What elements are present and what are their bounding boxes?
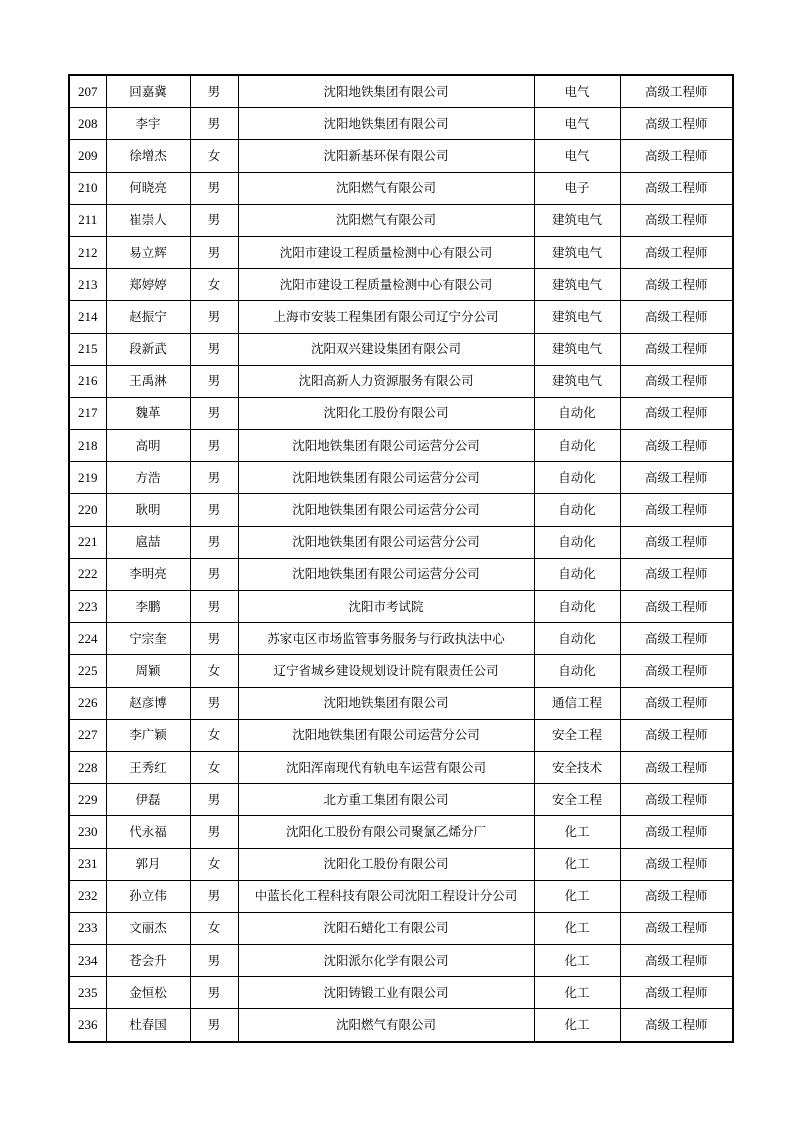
name-cell: 郑婷婷 [106,269,190,301]
table-row [69,751,733,783]
title-cell: 高级工程师 [620,494,733,526]
serial-number-cell: 234 [69,945,106,977]
gender-cell: 女 [190,751,238,783]
serial-number-cell: 220 [69,494,106,526]
title-cell: 高级工程师 [620,462,733,494]
serial-number-cell: 223 [69,591,106,623]
table-row [69,140,733,172]
name-cell: 李明亮 [106,558,190,590]
table-row [69,623,733,655]
title-cell: 高级工程师 [620,655,733,687]
gender-cell: 男 [190,430,238,462]
serial-number-cell: 217 [69,397,106,429]
serial-number-cell: 208 [69,108,106,140]
serial-number-cell: 232 [69,880,106,912]
specialty-cell: 建筑电气 [534,269,620,301]
specialty-cell: 建筑电气 [534,301,620,333]
table-row [69,462,733,494]
table-row [69,269,733,301]
gender-cell: 女 [190,848,238,880]
name-cell: 易立辉 [106,236,190,268]
specialty-cell: 建筑电气 [534,236,620,268]
specialty-cell: 化工 [534,945,620,977]
title-cell: 高级工程师 [620,269,733,301]
title-cell: 高级工程师 [620,816,733,848]
name-cell: 孙立伟 [106,880,190,912]
gender-cell: 男 [190,623,238,655]
table-row [69,558,733,590]
gender-cell: 女 [190,140,238,172]
serial-number-cell: 225 [69,655,106,687]
specialty-cell: 自动化 [534,494,620,526]
table-row [69,687,733,719]
gender-cell: 男 [190,494,238,526]
gender-cell: 男 [190,591,238,623]
name-cell: 王禹淋 [106,365,190,397]
company-cell: 沈阳燃气有限公司 [238,1009,534,1042]
serial-number-cell: 216 [69,365,106,397]
title-cell: 高级工程师 [620,880,733,912]
serial-number-cell: 224 [69,623,106,655]
name-cell: 代永福 [106,816,190,848]
specialty-cell: 化工 [534,1009,620,1042]
gender-cell: 男 [190,558,238,590]
title-cell: 高级工程师 [620,945,733,977]
title-cell: 高级工程师 [620,140,733,172]
company-cell: 沈阳地铁集团有限公司运营分公司 [238,430,534,462]
gender-cell: 女 [190,719,238,751]
serial-number-cell: 212 [69,236,106,268]
title-cell: 高级工程师 [620,365,733,397]
name-cell: 崔崇人 [106,204,190,236]
table-row [69,945,733,977]
specialty-cell: 建筑电气 [534,365,620,397]
name-cell: 魏革 [106,397,190,429]
company-cell: 沈阳化工股份有限公司 [238,848,534,880]
table-row [69,526,733,558]
company-cell: 沈阳化工股份有限公司聚氯乙烯分厂 [238,816,534,848]
title-cell: 高级工程师 [620,751,733,783]
company-cell: 中蓝长化工程科技有限公司沈阳工程设计分公司 [238,880,534,912]
title-cell: 高级工程师 [620,977,733,1009]
company-cell: 沈阳燃气有限公司 [238,204,534,236]
table-row [69,719,733,751]
company-cell: 沈阳派尔化学有限公司 [238,945,534,977]
specialty-cell: 自动化 [534,526,620,558]
serial-number-cell: 227 [69,719,106,751]
specialty-cell: 化工 [534,977,620,1009]
specialty-cell: 安全工程 [534,719,620,751]
company-cell: 沈阳地铁集团有限公司运营分公司 [238,526,534,558]
serial-number-cell: 222 [69,558,106,590]
table-row [69,75,733,108]
gender-cell: 男 [190,784,238,816]
name-cell: 徐增杰 [106,140,190,172]
specialty-cell: 自动化 [534,655,620,687]
gender-cell: 女 [190,269,238,301]
specialty-cell: 化工 [534,880,620,912]
serial-number-cell: 211 [69,204,106,236]
company-cell: 沈阳新基环保有限公司 [238,140,534,172]
specialty-cell: 电子 [534,172,620,204]
table-row [69,816,733,848]
specialty-cell: 安全工程 [534,784,620,816]
title-cell: 高级工程师 [620,591,733,623]
gender-cell: 男 [190,172,238,204]
title-cell: 高级工程师 [620,719,733,751]
name-cell: 段新武 [106,333,190,365]
title-cell: 高级工程师 [620,172,733,204]
name-cell: 苍会升 [106,945,190,977]
table-row [69,494,733,526]
name-cell: 李宇 [106,108,190,140]
name-cell: 郭月 [106,848,190,880]
table-row [69,848,733,880]
specialty-cell: 自动化 [534,558,620,590]
serial-number-cell: 235 [69,977,106,1009]
gender-cell: 男 [190,880,238,912]
title-cell: 高级工程师 [620,236,733,268]
table-row [69,655,733,687]
company-cell: 沈阳地铁集团有限公司运营分公司 [238,462,534,494]
gender-cell: 男 [190,333,238,365]
gender-cell: 女 [190,655,238,687]
specialty-cell: 电气 [534,75,620,108]
specialty-cell: 化工 [534,912,620,944]
specialty-cell: 电气 [534,108,620,140]
name-cell: 周颖 [106,655,190,687]
serial-number-cell: 233 [69,912,106,944]
gender-cell: 男 [190,108,238,140]
title-cell: 高级工程师 [620,301,733,333]
company-cell: 沈阳市建设工程质量检测中心有限公司 [238,236,534,268]
company-cell: 沈阳市建设工程质量检测中心有限公司 [238,269,534,301]
table-row [69,333,733,365]
serial-number-cell: 214 [69,301,106,333]
specialty-cell: 化工 [534,848,620,880]
gender-cell: 男 [190,1009,238,1042]
gender-cell: 男 [190,977,238,1009]
specialty-cell: 自动化 [534,397,620,429]
title-cell: 高级工程师 [620,75,733,108]
name-cell: 赵彦博 [106,687,190,719]
title-cell: 高级工程师 [620,558,733,590]
name-cell: 扈喆 [106,526,190,558]
company-cell: 沈阳铸锻工业有限公司 [238,977,534,1009]
company-cell: 沈阳市考试院 [238,591,534,623]
table-row [69,1009,733,1042]
name-cell: 王秀红 [106,751,190,783]
specialty-cell: 自动化 [534,462,620,494]
company-cell: 沈阳地铁集团有限公司运营分公司 [238,494,534,526]
title-cell: 高级工程师 [620,430,733,462]
table-row [69,784,733,816]
title-cell: 高级工程师 [620,526,733,558]
serial-number-cell: 226 [69,687,106,719]
company-cell: 沈阳地铁集团有限公司 [238,687,534,719]
title-cell: 高级工程师 [620,687,733,719]
gender-cell: 男 [190,75,238,108]
company-cell: 沈阳双兴建设集团有限公司 [238,333,534,365]
serial-number-cell: 207 [69,75,106,108]
gender-cell: 男 [190,687,238,719]
table-row [69,108,733,140]
specialty-cell: 电气 [534,140,620,172]
serial-number-cell: 210 [69,172,106,204]
title-cell: 高级工程师 [620,623,733,655]
company-cell: 沈阳燃气有限公司 [238,172,534,204]
gender-cell: 男 [190,945,238,977]
table-row [69,204,733,236]
company-cell: 沈阳地铁集团有限公司 [238,75,534,108]
name-cell: 杜春国 [106,1009,190,1042]
company-cell: 沈阳石蜡化工有限公司 [238,912,534,944]
name-cell: 方浩 [106,462,190,494]
name-cell: 回嘉冀 [106,75,190,108]
name-cell: 伊磊 [106,784,190,816]
table-row [69,397,733,429]
specialty-cell: 自动化 [534,430,620,462]
name-cell: 金恒松 [106,977,190,1009]
name-cell: 赵振宁 [106,301,190,333]
title-cell: 高级工程师 [620,397,733,429]
title-cell: 高级工程师 [620,848,733,880]
company-cell: 辽宁省城乡建设规划设计院有限责任公司 [238,655,534,687]
gender-cell: 女 [190,912,238,944]
serial-number-cell: 218 [69,430,106,462]
specialty-cell: 自动化 [534,623,620,655]
name-cell: 何晓亮 [106,172,190,204]
serial-number-cell: 236 [69,1009,106,1042]
table-row [69,591,733,623]
gender-cell: 男 [190,526,238,558]
company-cell: 沈阳化工股份有限公司 [238,397,534,429]
table-row [69,977,733,1009]
table-row [69,172,733,204]
specialty-cell: 建筑电气 [534,204,620,236]
serial-number-cell: 228 [69,751,106,783]
specialty-cell: 建筑电气 [534,333,620,365]
company-cell: 沈阳地铁集团有限公司运营分公司 [238,719,534,751]
table-row [69,365,733,397]
serial-number-cell: 219 [69,462,106,494]
company-cell: 沈阳地铁集团有限公司 [238,108,534,140]
gender-cell: 男 [190,365,238,397]
gender-cell: 男 [190,204,238,236]
title-cell: 高级工程师 [620,1009,733,1042]
specialty-cell: 化工 [534,816,620,848]
title-cell: 高级工程师 [620,333,733,365]
company-cell: 沈阳浑南现代有轨电车运营有限公司 [238,751,534,783]
personnel-table-body [69,75,733,1042]
serial-number-cell: 230 [69,816,106,848]
title-cell: 高级工程师 [620,204,733,236]
name-cell: 李广颖 [106,719,190,751]
title-cell: 高级工程师 [620,912,733,944]
table-row [69,880,733,912]
table-row [69,912,733,944]
serial-number-cell: 229 [69,784,106,816]
serial-number-cell: 215 [69,333,106,365]
company-cell: 沈阳高新人力资源服务有限公司 [238,365,534,397]
title-cell: 高级工程师 [620,784,733,816]
specialty-cell: 通信工程 [534,687,620,719]
name-cell: 李鹏 [106,591,190,623]
table-row [69,430,733,462]
specialty-cell: 自动化 [534,591,620,623]
company-cell: 苏家屯区市场监管事务服务与行政执法中心 [238,623,534,655]
gender-cell: 男 [190,397,238,429]
name-cell: 文丽杰 [106,912,190,944]
serial-number-cell: 209 [69,140,106,172]
company-cell: 北方重工集团有限公司 [238,784,534,816]
specialty-cell: 安全技术 [534,751,620,783]
serial-number-cell: 221 [69,526,106,558]
company-cell: 上海市安装工程集团有限公司辽宁分公司 [238,301,534,333]
company-cell: 沈阳地铁集团有限公司运营分公司 [238,558,534,590]
serial-number-cell: 231 [69,848,106,880]
table-row [69,236,733,268]
table-row [69,301,733,333]
gender-cell: 男 [190,462,238,494]
personnel-table [68,74,734,1043]
serial-number-cell: 213 [69,269,106,301]
name-cell: 宁宗奎 [106,623,190,655]
gender-cell: 男 [190,301,238,333]
name-cell: 高明 [106,430,190,462]
gender-cell: 男 [190,816,238,848]
name-cell: 耿明 [106,494,190,526]
title-cell: 高级工程师 [620,108,733,140]
gender-cell: 男 [190,236,238,268]
